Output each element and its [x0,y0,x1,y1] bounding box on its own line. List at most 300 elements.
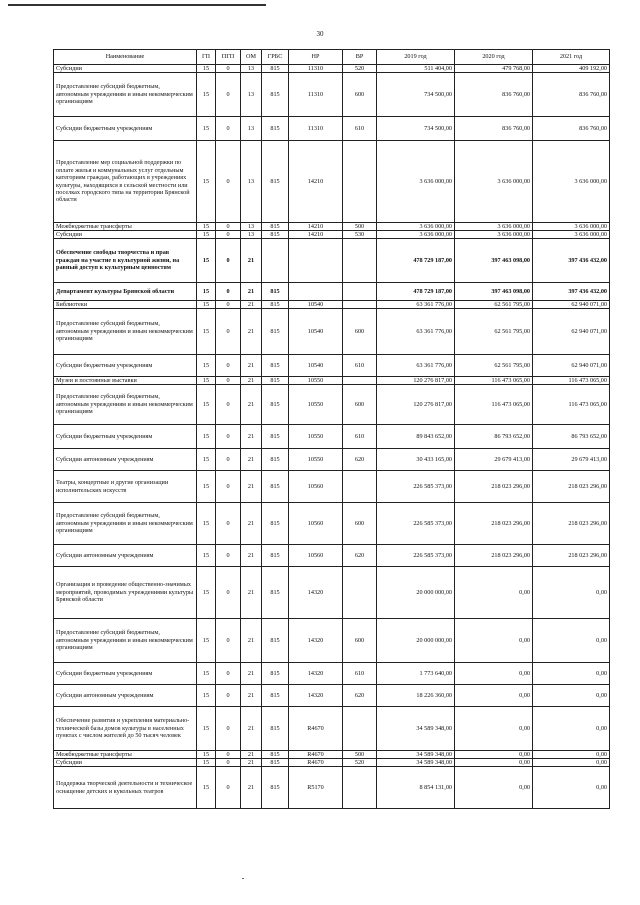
cell-gp: 15 [197,545,216,567]
cell-2019: 34 589 348,00 [377,751,455,759]
cell-2021: 116 473 065,00 [533,385,610,425]
cell-grbs: 815 [262,707,289,751]
cell-name: Субсидии [54,65,197,73]
table-row [54,567,610,619]
cell-om: 21 [241,283,262,301]
cell-name: Музеи и постоянные выставки [54,377,197,385]
cell-2021: 0,00 [533,767,610,809]
cell-nr: 10560 [289,545,343,567]
cell-nr: 14320 [289,567,343,619]
cell-2020: 0,00 [455,619,533,663]
cell-name: Департамент культуры Брянской области [54,283,197,301]
cell-nr: 10550 [289,449,343,471]
cell-name: Субсидии бюджетным учреждениям [54,355,197,377]
cell-name: Театры, концертные и другие организации исполнительских искусств [54,471,197,503]
cell-2021: 0,00 [533,567,610,619]
cell-grbs: 815 [262,117,289,141]
cell-nr: 10540 [289,309,343,355]
cell-nr: R5170 [289,767,343,809]
cell-vr: 620 [343,449,377,471]
table-row [54,309,610,355]
cell-name: Предоставление субсидий бюджетным, автономным учреждениям и иным некоммерческим организациям [54,619,197,663]
cell-pgp: 0 [216,503,241,545]
table-row [54,377,610,385]
cell-vr [343,767,377,809]
cell-gp: 15 [197,707,216,751]
cell-2021: 0,00 [533,707,610,751]
cell-om: 13 [241,231,262,239]
cell-vr [343,301,377,309]
cell-2019: 63 361 776,00 [377,309,455,355]
cell-vr: 600 [343,385,377,425]
cell-2021: 62 940 071,00 [533,301,610,309]
table-row [54,449,610,471]
cell-gp: 15 [197,65,216,73]
page-number: 30 [316,30,324,38]
header-vr: ВР [343,50,377,65]
cell-pgp: 0 [216,355,241,377]
table-row [54,767,610,809]
cell-gp: 15 [197,425,216,449]
cell-2020: 116 473 065,00 [455,377,533,385]
cell-grbs: 815 [262,231,289,239]
cell-gp: 15 [197,663,216,685]
table-row [54,471,610,503]
cell-grbs: 815 [262,355,289,377]
cell-2019: 734 500,00 [377,117,455,141]
cell-om: 21 [241,301,262,309]
cell-gp: 15 [197,471,216,503]
table-row [54,707,610,751]
table-row [54,355,610,377]
cell-2020: 0,00 [455,567,533,619]
cell-vr: 610 [343,355,377,377]
table-row [54,503,610,545]
cell-grbs: 815 [262,685,289,707]
cell-2020: 62 561 795,00 [455,309,533,355]
cell-2019: 478 729 187,00 [377,283,455,301]
cell-pgp: 0 [216,283,241,301]
cell-2021: 3 636 000,00 [533,223,610,231]
cell-nr: 10550 [289,385,343,425]
cell-nr: 14320 [289,663,343,685]
cell-name: Субсидии [54,759,197,767]
cell-name: Предоставление субсидий бюджетным, автономным учреждениям и иным некоммерческим организациям [54,385,197,425]
cell-vr: 610 [343,425,377,449]
cell-name: Межбюджетные трансферты [54,223,197,231]
cell-2021: 0,00 [533,619,610,663]
header-2019: 2019 год [377,50,455,65]
table-row [54,117,610,141]
cell-2020: 0,00 [455,685,533,707]
cell-pgp: 0 [216,567,241,619]
cell-name: Субсидии автономным учреждениям [54,685,197,707]
cell-gp: 15 [197,751,216,759]
cell-name: Субсидии [54,231,197,239]
cell-name: Субсидии автономным учреждениям [54,449,197,471]
cell-gp: 15 [197,73,216,117]
header-2021: 2021 год [533,50,610,65]
cell-name: Предоставление субсидий бюджетным, автономным учреждениям и иным некоммерческим организациям [54,309,197,355]
cell-vr [343,471,377,503]
cell-2019: 511 404,00 [377,65,455,73]
cell-om: 21 [241,239,262,283]
cell-om: 21 [241,377,262,385]
budget-table [53,49,610,809]
cell-2020: 218 023 296,00 [455,503,533,545]
cell-pgp: 0 [216,545,241,567]
cell-2019: 30 433 165,00 [377,449,455,471]
cell-2021: 0,00 [533,759,610,767]
cell-2021: 0,00 [533,685,610,707]
cell-vr: 520 [343,759,377,767]
cell-pgp: 0 [216,425,241,449]
cell-grbs [262,239,289,283]
cell-2020: 3 636 000,00 [455,231,533,239]
cell-grbs: 815 [262,619,289,663]
cell-om: 13 [241,117,262,141]
cell-pgp: 0 [216,231,241,239]
cell-nr: 10540 [289,355,343,377]
cell-om: 21 [241,385,262,425]
cell-vr: 620 [343,545,377,567]
cell-2020: 62 561 795,00 [455,355,533,377]
cell-2020: 62 561 795,00 [455,301,533,309]
cell-vr: 610 [343,117,377,141]
cell-grbs: 815 [262,567,289,619]
cell-pgp: 0 [216,471,241,503]
cell-pgp: 0 [216,751,241,759]
cell-2021: 218 023 296,00 [533,545,610,567]
cell-2020: 397 463 098,00 [455,239,533,283]
table-row [54,231,610,239]
cell-2020: 3 636 000,00 [455,141,533,223]
table-body [54,65,610,809]
cell-pgp: 0 [216,239,241,283]
cell-nr: R4670 [289,759,343,767]
cell-2019: 120 276 817,00 [377,377,455,385]
header-gp: ГП [197,50,216,65]
header-pgp: ПГП [216,50,241,65]
cell-grbs: 815 [262,425,289,449]
cell-2021: 397 436 432,00 [533,239,610,283]
cell-pgp: 0 [216,619,241,663]
cell-nr: 10560 [289,503,343,545]
cell-2020: 218 023 296,00 [455,471,533,503]
cell-vr: 600 [343,309,377,355]
cell-vr: 600 [343,619,377,663]
table-row [54,685,610,707]
cell-om: 21 [241,545,262,567]
cell-2020: 397 463 098,00 [455,283,533,301]
cell-grbs: 815 [262,65,289,73]
cell-grbs: 815 [262,471,289,503]
cell-om: 21 [241,309,262,355]
table-row [54,223,610,231]
cell-om: 21 [241,707,262,751]
cell-vr [343,377,377,385]
cell-pgp: 0 [216,663,241,685]
cell-vr [343,239,377,283]
cell-name: Обеспечение свободы творчества и прав граждан на участие в культурной жизни, на равный доступ к культурным ценностям [54,239,197,283]
cell-2021: 62 940 071,00 [533,309,610,355]
cell-pgp: 0 [216,141,241,223]
cell-pgp: 0 [216,385,241,425]
cell-vr: 500 [343,223,377,231]
cell-om: 21 [241,759,262,767]
cell-2019: 34 589 348,00 [377,707,455,751]
cell-gp: 15 [197,309,216,355]
cell-2019: 89 843 652,00 [377,425,455,449]
cell-om: 13 [241,73,262,117]
cell-nr: 10550 [289,377,343,385]
cell-grbs: 815 [262,309,289,355]
table-row [54,619,610,663]
cell-gp: 15 [197,759,216,767]
cell-om: 13 [241,65,262,73]
cell-nr: 11310 [289,65,343,73]
cell-2019: 20 000 000,00 [377,619,455,663]
cell-2020: 479 768,00 [455,65,533,73]
cell-gp: 15 [197,223,216,231]
cell-2019: 63 361 776,00 [377,355,455,377]
table-row [54,65,610,73]
cell-2019: 120 276 817,00 [377,385,455,425]
cell-name: Предоставление субсидий бюджетным, автономным учреждениям и иным некоммерческим организациям [54,503,197,545]
table-row [54,663,610,685]
cell-nr: 14210 [289,231,343,239]
cell-2021: 836 760,00 [533,117,610,141]
cell-2020: 0,00 [455,751,533,759]
cell-om: 21 [241,767,262,809]
cell-pgp: 0 [216,449,241,471]
cell-pgp: 0 [216,223,241,231]
cell-gp: 15 [197,385,216,425]
cell-2021: 0,00 [533,663,610,685]
header-2020: 2020 год [455,50,533,65]
cell-2019: 1 773 640,00 [377,663,455,685]
cell-nr: 11310 [289,73,343,117]
cell-pgp: 0 [216,65,241,73]
cell-gp: 15 [197,449,216,471]
cell-nr: 14320 [289,619,343,663]
cell-vr [343,707,377,751]
cell-pgp: 0 [216,301,241,309]
table-row [54,283,610,301]
cell-2021: 397 436 432,00 [533,283,610,301]
cell-2019: 226 585 373,00 [377,545,455,567]
cell-grbs: 815 [262,73,289,117]
cell-pgp: 0 [216,707,241,751]
cell-nr: R4670 [289,707,343,751]
cell-grbs: 815 [262,223,289,231]
cell-gp: 15 [197,377,216,385]
cell-2019: 3 636 000,00 [377,231,455,239]
cell-name: Субсидии бюджетным учреждениям [54,425,197,449]
header-nr: НР [289,50,343,65]
cell-om: 13 [241,223,262,231]
cell-2020: 836 760,00 [455,117,533,141]
cell-nr: 11310 [289,117,343,141]
cell-2020: 0,00 [455,759,533,767]
cell-2021: 409 192,00 [533,65,610,73]
cell-gp: 15 [197,301,216,309]
cell-gp: 15 [197,355,216,377]
cell-2019: 34 589 348,00 [377,759,455,767]
cell-2019: 478 729 187,00 [377,239,455,283]
table-row [54,239,610,283]
cell-2020: 836 760,00 [455,73,533,117]
cell-vr: 530 [343,231,377,239]
cell-pgp: 0 [216,309,241,355]
cell-nr: 10560 [289,471,343,503]
cell-gp: 15 [197,767,216,809]
cell-2020: 0,00 [455,663,533,685]
cell-name: Организация и проведение общественно-значимых мероприятий, проводимых учреждениями культуры Брянской области [54,567,197,619]
cell-2021: 3 636 000,00 [533,141,610,223]
cell-vr: 500 [343,751,377,759]
table-row [54,545,610,567]
cell-om: 21 [241,663,262,685]
cell-nr: 10540 [289,301,343,309]
cell-om: 21 [241,449,262,471]
cell-vr: 600 [343,73,377,117]
cell-pgp: 0 [216,767,241,809]
cell-grbs: 815 [262,751,289,759]
cell-2021: 62 940 071,00 [533,355,610,377]
cell-gp: 15 [197,141,216,223]
cell-grbs: 815 [262,301,289,309]
cell-vr: 610 [343,663,377,685]
header-name: Наименование [54,50,197,65]
cell-2020: 116 473 065,00 [455,385,533,425]
cell-2021: 836 760,00 [533,73,610,117]
cell-nr: 14210 [289,223,343,231]
cell-2019: 20 000 000,00 [377,567,455,619]
cell-name: Субсидии бюджетным учреждениям [54,663,197,685]
cell-name: Поддержка творческой деятельности и техническое оснащение детских и кукольных театров [54,767,197,809]
cell-2019: 8 854 131,00 [377,767,455,809]
cell-2020: 29 679 413,00 [455,449,533,471]
cell-vr [343,567,377,619]
cell-grbs: 815 [262,767,289,809]
cell-grbs: 815 [262,663,289,685]
cell-name: Субсидии бюджетным учреждениям [54,117,197,141]
cell-2020: 3 636 000,00 [455,223,533,231]
cell-2019: 734 500,00 [377,73,455,117]
cell-2019: 226 585 373,00 [377,503,455,545]
cell-gp: 15 [197,231,216,239]
cell-om: 21 [241,567,262,619]
cell-om: 21 [241,355,262,377]
cell-gp: 15 [197,619,216,663]
cell-grbs: 815 [262,385,289,425]
table-row [54,385,610,425]
header-om: ОМ [241,50,262,65]
cell-grbs: 815 [262,759,289,767]
scan-mark [242,878,244,879]
cell-2020: 0,00 [455,707,533,751]
cell-om: 21 [241,751,262,759]
cell-nr: 14210 [289,141,343,223]
cell-2020: 218 023 296,00 [455,545,533,567]
cell-2021: 0,00 [533,751,610,759]
cell-2020: 0,00 [455,767,533,809]
cell-pgp: 0 [216,73,241,117]
cell-vr [343,141,377,223]
cell-om: 21 [241,503,262,545]
cell-name: Субсидии автономным учреждениям [54,545,197,567]
cell-gp: 15 [197,117,216,141]
cell-pgp: 0 [216,759,241,767]
cell-nr: 14320 [289,685,343,707]
cell-om: 21 [241,619,262,663]
cell-grbs: 815 [262,545,289,567]
cell-2019: 3 636 000,00 [377,223,455,231]
cell-gp: 15 [197,239,216,283]
cell-nr: 10550 [289,425,343,449]
cell-2019: 18 226 360,00 [377,685,455,707]
cell-pgp: 0 [216,377,241,385]
table-row [54,301,610,309]
cell-2021: 218 023 296,00 [533,503,610,545]
cell-nr: R4670 [289,751,343,759]
cell-gp: 15 [197,503,216,545]
cell-name: Библиотеки [54,301,197,309]
cell-2021: 29 679 413,00 [533,449,610,471]
cell-om: 21 [241,471,262,503]
cell-om: 13 [241,141,262,223]
cell-2021: 86 793 652,00 [533,425,610,449]
cell-2020: 86 793 652,00 [455,425,533,449]
cell-2019: 3 636 000,00 [377,141,455,223]
cell-vr: 520 [343,65,377,73]
table-row [54,751,610,759]
cell-gp: 15 [197,283,216,301]
top-rule [8,4,266,6]
cell-2019: 63 361 776,00 [377,301,455,309]
cell-2021: 218 023 296,00 [533,471,610,503]
header-grbs: ГРБС [262,50,289,65]
cell-gp: 15 [197,567,216,619]
cell-grbs: 815 [262,283,289,301]
cell-name: Предоставление мер социальной поддержки по оплате жилья и коммунальных услуг отдельным категориям граждан, работающих в учреждениях культуры, находящихся в сельской местности или поселках городского типа на территории Брянской области [54,141,197,223]
cell-grbs: 815 [262,503,289,545]
cell-grbs: 815 [262,141,289,223]
cell-grbs: 815 [262,449,289,471]
cell-om: 21 [241,685,262,707]
cell-name: Обеспечение развития и укрепления материально-технической базы домов культуры в населенных пунктах с числом жителей до 50 тысяч человек [54,707,197,751]
cell-vr: 620 [343,685,377,707]
cell-2021: 3 636 000,00 [533,231,610,239]
cell-pgp: 0 [216,117,241,141]
cell-nr [289,283,343,301]
table-row [54,141,610,223]
table-row [54,73,610,117]
cell-nr [289,239,343,283]
cell-pgp: 0 [216,685,241,707]
table-row [54,425,610,449]
table-header-row [54,50,610,65]
cell-om: 21 [241,425,262,449]
table-row [54,759,610,767]
cell-name: Предоставление субсидий бюджетным, автономным учреждениям и иным некоммерческим организациям [54,73,197,117]
cell-2019: 226 585 373,00 [377,471,455,503]
cell-2021: 116 473 065,00 [533,377,610,385]
cell-vr: 600 [343,503,377,545]
cell-vr [343,283,377,301]
cell-grbs: 815 [262,377,289,385]
